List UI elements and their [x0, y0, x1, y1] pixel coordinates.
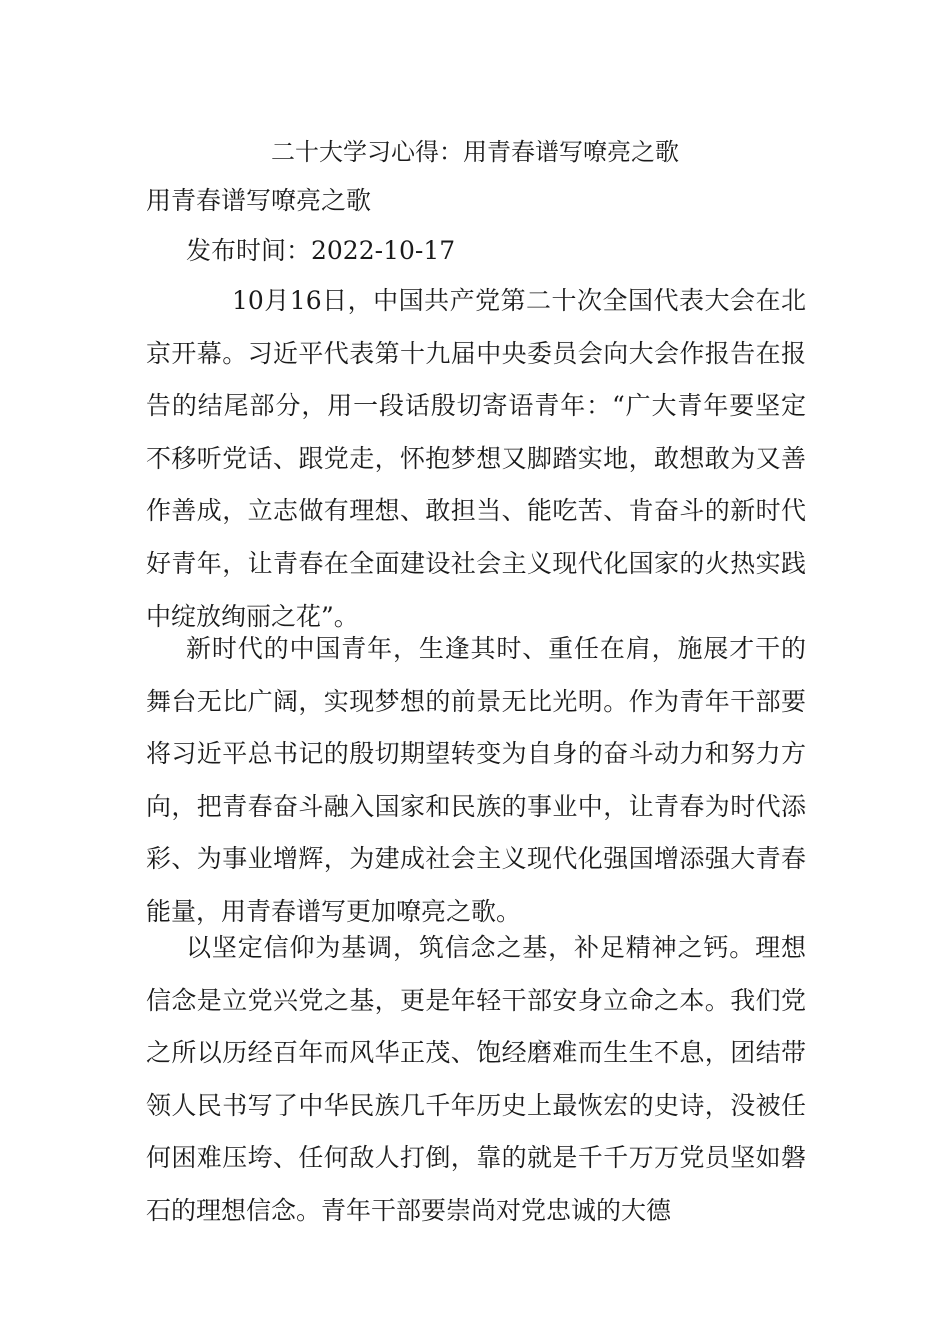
- publish-date: 发布时间：2022-10-17: [186, 236, 456, 265]
- paragraph-1: 10月16日，中国共产党第二十次全国代表大会在北京开幕。习近平代表第十九届中央委员会向大会作报告在报告的结尾部分，用一段话殷切寄语青年：“广大青年要坚定不移听党话、跟党走，怀抱梦想又脚踏实地，敢想敢为又善作善成，立志做有理想、敢担当、能吃苦、肯奋斗的新时代好青年，让青春在全面建设社会主义现代化国家的火热实践中绽放绚丽之花”。: [146, 286, 806, 631]
- paragraph-3: 以坚定信仰为基调，筑信念之基，补足精神之钙。理想信念是立党兴党之基，更是年轻干部安身立命之本。我们党之所以历经百年而风华正茂、饱经磨难而生生不息，团结带领人民书写了中华民族几千年历史上最恢宏的史诗，没被任何困难压垮、任何敌人打倒，靠的就是千千万万党员坚如磐石的理想信念。青年干部要崇尚对党忠诚的大德: [146, 933, 806, 1225]
- paragraph-2: 新时代的中国青年，生逢其时、重任在肩，施展才干的舞台无比广阔，实现梦想的前景无比光明。作为青年干部要将习近平总书记的殷切期望转变为自身的奋斗动力和努力方向，把青春奋斗融入国家和民族的事业中，让青春为时代添彩、为事业增辉，为建成社会主义现代化强国增添强大青春能量，用青春谱写更加嘹亮之歌。: [146, 634, 806, 926]
- document-title: 二十大学习心得：用青春谱写嘹亮之歌: [271, 138, 679, 166]
- document-subtitle: 用青春谱写嘹亮之歌: [146, 186, 372, 215]
